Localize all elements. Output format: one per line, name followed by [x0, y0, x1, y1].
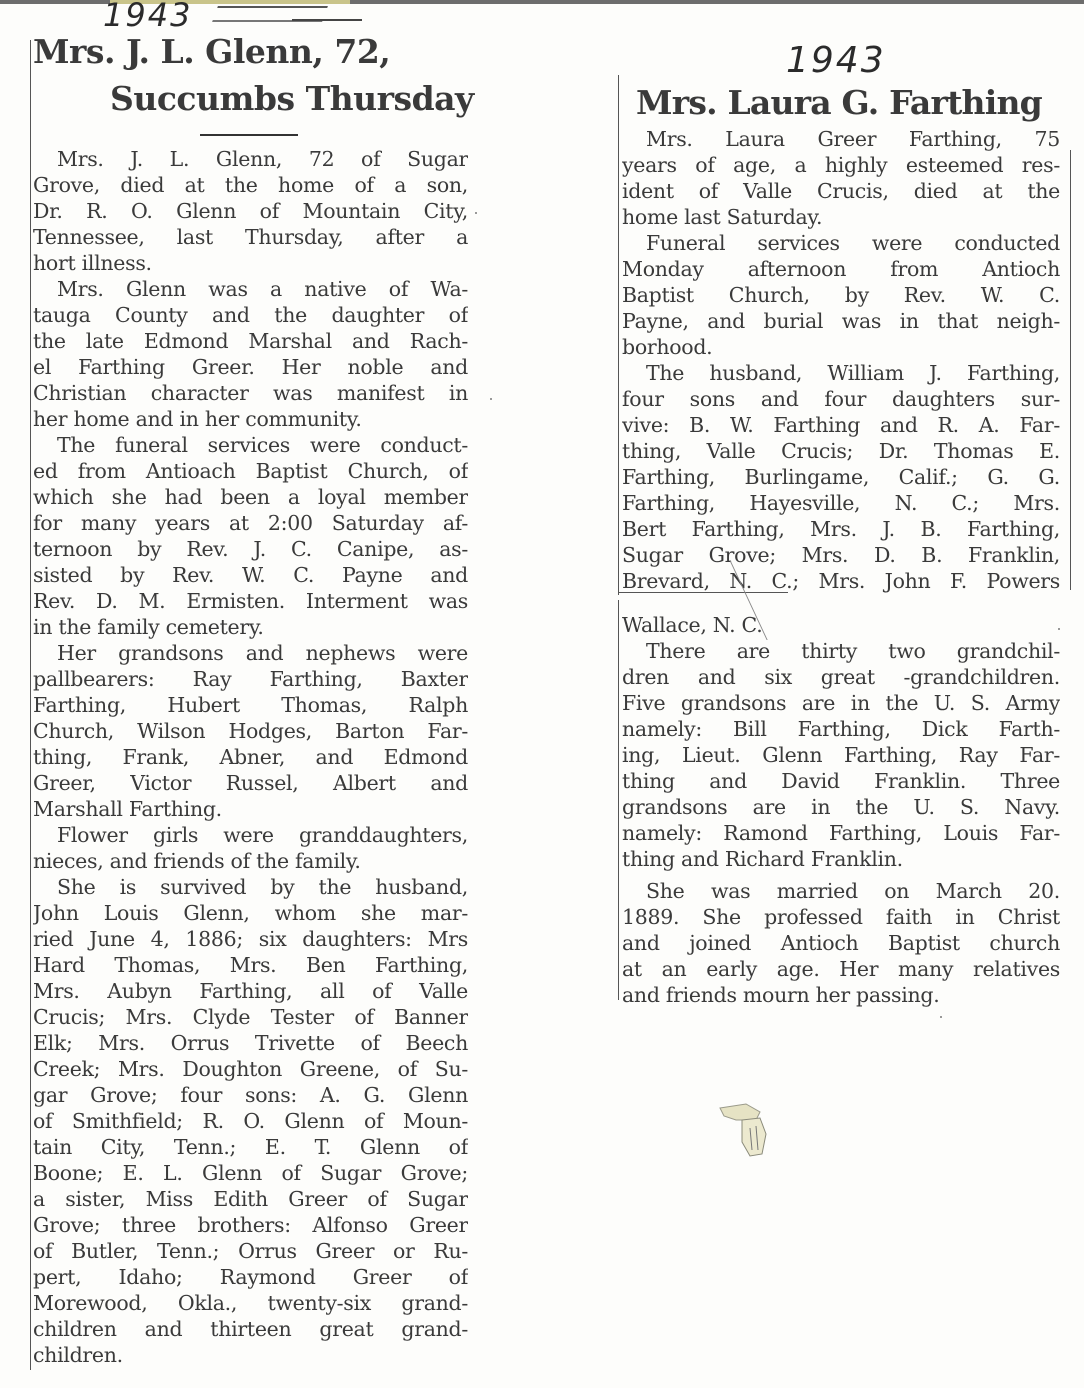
- text-line: and joined Antioch Baptist church: [622, 931, 1060, 955]
- text-line: thing, Valle Crucis; Dr. Thomas E.: [622, 439, 1060, 463]
- text-line: at an early age. Her many relatives: [622, 957, 1060, 981]
- text-line: and friends mourn her passing.: [622, 983, 940, 1007]
- text-line: 1889. She professed faith in Christ: [622, 905, 1060, 929]
- text-line: of Butler, Tenn.; Orrus Greer or Ru-: [33, 1239, 468, 1263]
- handwritten-year-left: 1943: [103, 0, 193, 34]
- text-line: Farthing, Hubert Thomas, Ralph: [33, 693, 468, 717]
- text-line: dren and six great -grandchildren.: [622, 665, 1060, 689]
- text-line: vive: B. W. Farthing and R. A. Far-: [622, 413, 1060, 437]
- left-clip-border: [30, 40, 31, 1370]
- text-line: her home and in her community.: [33, 407, 362, 431]
- text-line: in the family cemetery.: [33, 615, 264, 639]
- text-line: Marshall Farthing.: [33, 797, 222, 821]
- text-line: pert, Idaho; Raymond Greer of: [33, 1265, 468, 1289]
- right-clip-border-left: [618, 75, 619, 595]
- text-line: Brevard, N. C.; Mrs. John F. Powers: [622, 569, 1060, 593]
- text-line: Payne, and burial was in that neigh-: [622, 309, 1060, 333]
- text-line: thing and Richard Franklin.: [622, 847, 903, 871]
- text-line: Mrs. Glenn was a native of Wa-: [57, 277, 468, 301]
- text-line: Mrs. Aubyn Farthing, all of Valle: [33, 979, 468, 1003]
- text-line: Bert Farthing, Mrs. J. B. Farthing,: [622, 517, 1060, 541]
- text-line: Five grandsons are in the U. S. Army: [622, 691, 1060, 715]
- text-line: a sister, Miss Edith Greer of Sugar: [33, 1187, 468, 1211]
- text-line: Mrs. J. L. Glenn, 72 of Sugar: [57, 147, 468, 171]
- text-line: Church, Wilson Hodges, Barton Far-: [33, 719, 468, 743]
- text-line: Wallace, N. C.: [622, 613, 763, 637]
- text-line: Crucis; Mrs. Clyde Tester of Banner: [33, 1005, 468, 1029]
- text-line: Hard Thomas, Mrs. Ben Farthing,: [33, 953, 468, 977]
- text-line: pallbearers: Ray Farthing, Baxter: [33, 667, 468, 691]
- scan-speck: [475, 212, 477, 214]
- text-line: el Farthing Greer. Her noble and: [33, 355, 468, 379]
- text-line: Morewood, Okla., twenty-six grand-: [33, 1291, 468, 1315]
- text-line: ident of Valle Crucis, died at the: [622, 179, 1060, 203]
- text-line: thing, Frank, Abner, and Edmond: [33, 745, 468, 769]
- text-line: Tennessee, last Thursday, after a: [33, 225, 468, 249]
- text-line: for many years at 2:00 Saturday af-: [33, 511, 468, 535]
- text-line: ried June 4, 1886; six daughters: Mrs: [33, 927, 468, 951]
- text-line: Christian character was manifest in: [33, 381, 468, 405]
- text-line: gar Grove; four sons: A. G. Glenn: [33, 1083, 468, 1107]
- scan-speck: [940, 1016, 942, 1018]
- staple-mark-icon: [716, 1098, 780, 1160]
- text-line: the late Edmond Marshal and Rach-: [33, 329, 468, 353]
- text-line: Baptist Church, by Rev. W. C.: [622, 283, 1060, 307]
- text-line: Greer, Victor Russel, Albert and: [33, 771, 468, 795]
- text-line: grandsons are in the U. S. Navy.: [622, 795, 1060, 819]
- text-line: children and thirteen great grand-: [33, 1317, 468, 1341]
- text-line: years of age, a highly esteemed res-: [622, 153, 1060, 177]
- text-line: borhood.: [622, 335, 713, 359]
- text-line: Monday afternoon from Antioch: [622, 257, 1060, 281]
- scan-speck: [1058, 628, 1060, 630]
- text-line: tain City, Tenn.; E. T. Glenn of: [33, 1135, 468, 1159]
- text-line: The husband, William J. Farthing,: [646, 361, 1060, 385]
- scan-speck: [490, 398, 492, 400]
- text-line: Creek; Mrs. Doughton Greene, of Su-: [33, 1057, 468, 1081]
- left-article-title-line1: Mrs. J. L. Glenn, 72,: [33, 32, 391, 71]
- text-line: Mrs. Laura Greer Farthing, 75: [646, 127, 1060, 151]
- text-line: namely: Ramond Farthing, Louis Far-: [622, 821, 1060, 845]
- text-line: children.: [33, 1343, 123, 1367]
- text-line: Grove; three brothers: Alfonso Greer: [33, 1213, 468, 1237]
- text-line: thing and David Franklin. Three: [622, 769, 1060, 793]
- text-line: ternoon by Rev. J. C. Canipe, as-: [33, 537, 468, 561]
- text-line: Grove, died at the home of a son,: [33, 173, 468, 197]
- text-line: Boone; E. L. Glenn of Sugar Grove;: [33, 1161, 468, 1185]
- text-line: Rev. D. M. Ermisten. Interment was: [33, 589, 468, 613]
- text-line: hort illness.: [33, 251, 152, 275]
- right-article-title: Mrs. Laura G. Farthing: [636, 83, 1042, 122]
- handwritten-underline: [292, 19, 362, 21]
- text-line: Elk; Mrs. Orrus Trivette of Beech: [33, 1031, 468, 1055]
- text-line: She was married on March 20.: [646, 879, 1060, 903]
- text-line: four sons and four daughters sur-: [622, 387, 1060, 411]
- text-line: The funeral services were conduct-: [57, 433, 468, 457]
- text-line: Farthing, Burlingame, Calif.; G. G.: [622, 465, 1060, 489]
- text-line: which she had been a loyal member: [33, 485, 468, 509]
- text-line: ed from Antioach Baptist Church, of: [33, 459, 468, 483]
- text-line: sisted by Rev. W. C. Payne and: [33, 563, 468, 587]
- text-line: namely: Bill Farthing, Dick Farth-: [622, 717, 1060, 741]
- text-line: John Louis Glenn, whom she mar-: [33, 901, 468, 925]
- left-article-title-line2: Succumbs Thursday: [110, 79, 474, 118]
- text-line: nieces, and friends of the family.: [33, 849, 361, 873]
- text-line: She is survived by the husband,: [57, 875, 468, 899]
- text-line: Funeral services were conducted: [646, 231, 1060, 255]
- text-line: Farthing, Hayesville, N. C.; Mrs.: [622, 491, 1060, 515]
- text-line: Sugar Grove; Mrs. D. B. Franklin,: [622, 543, 1060, 567]
- text-line: Dr. R. O. Glenn of Mountain City,: [33, 199, 468, 223]
- text-line: There are thirty two grandchil-: [646, 639, 1060, 663]
- text-line: Her grandsons and nephews were: [57, 641, 468, 665]
- right-article-body: [622, 126, 1060, 1008]
- right-clip-border-right: [1070, 150, 1071, 590]
- text-line: Flower girls were granddaughters,: [57, 823, 468, 847]
- text-line: of Smithfield; R. O. Glenn of Moun-: [33, 1109, 468, 1133]
- text-line: home last Saturday.: [622, 205, 823, 229]
- handwritten-year-right: 1943: [786, 40, 886, 81]
- text-line: ing, Lieut. Glenn Farthing, Ray Far-: [622, 743, 1060, 767]
- left-article-body: [33, 146, 468, 1368]
- title-divider-rule: [200, 134, 298, 136]
- right-clip-border-lower: [618, 600, 619, 1000]
- text-line: tauga County and the daughter of: [33, 303, 468, 327]
